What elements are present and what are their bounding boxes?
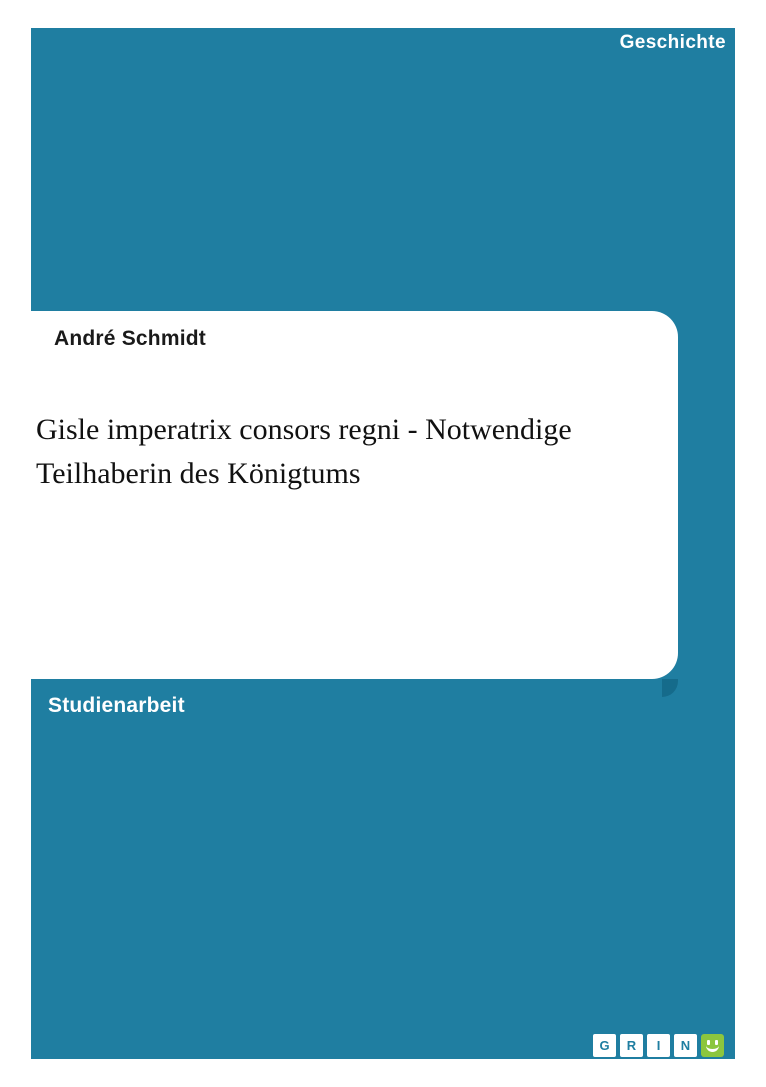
category-label: Geschichte [619, 32, 726, 53]
document-type-label: Studienarbeit [48, 694, 185, 717]
logo-letter-r: R [620, 1034, 643, 1057]
logo-letter-g: G [593, 1034, 616, 1057]
publisher-logo [593, 1034, 724, 1057]
smiley-icon [701, 1034, 724, 1057]
logo-letter-i: I [647, 1034, 670, 1057]
author-name: André Schmidt [54, 327, 206, 350]
book-title: Gisle imperatrix consors regni - Notwendige Teilhaberin des Königtums [36, 413, 572, 490]
logo-letter-n: N [674, 1034, 697, 1057]
